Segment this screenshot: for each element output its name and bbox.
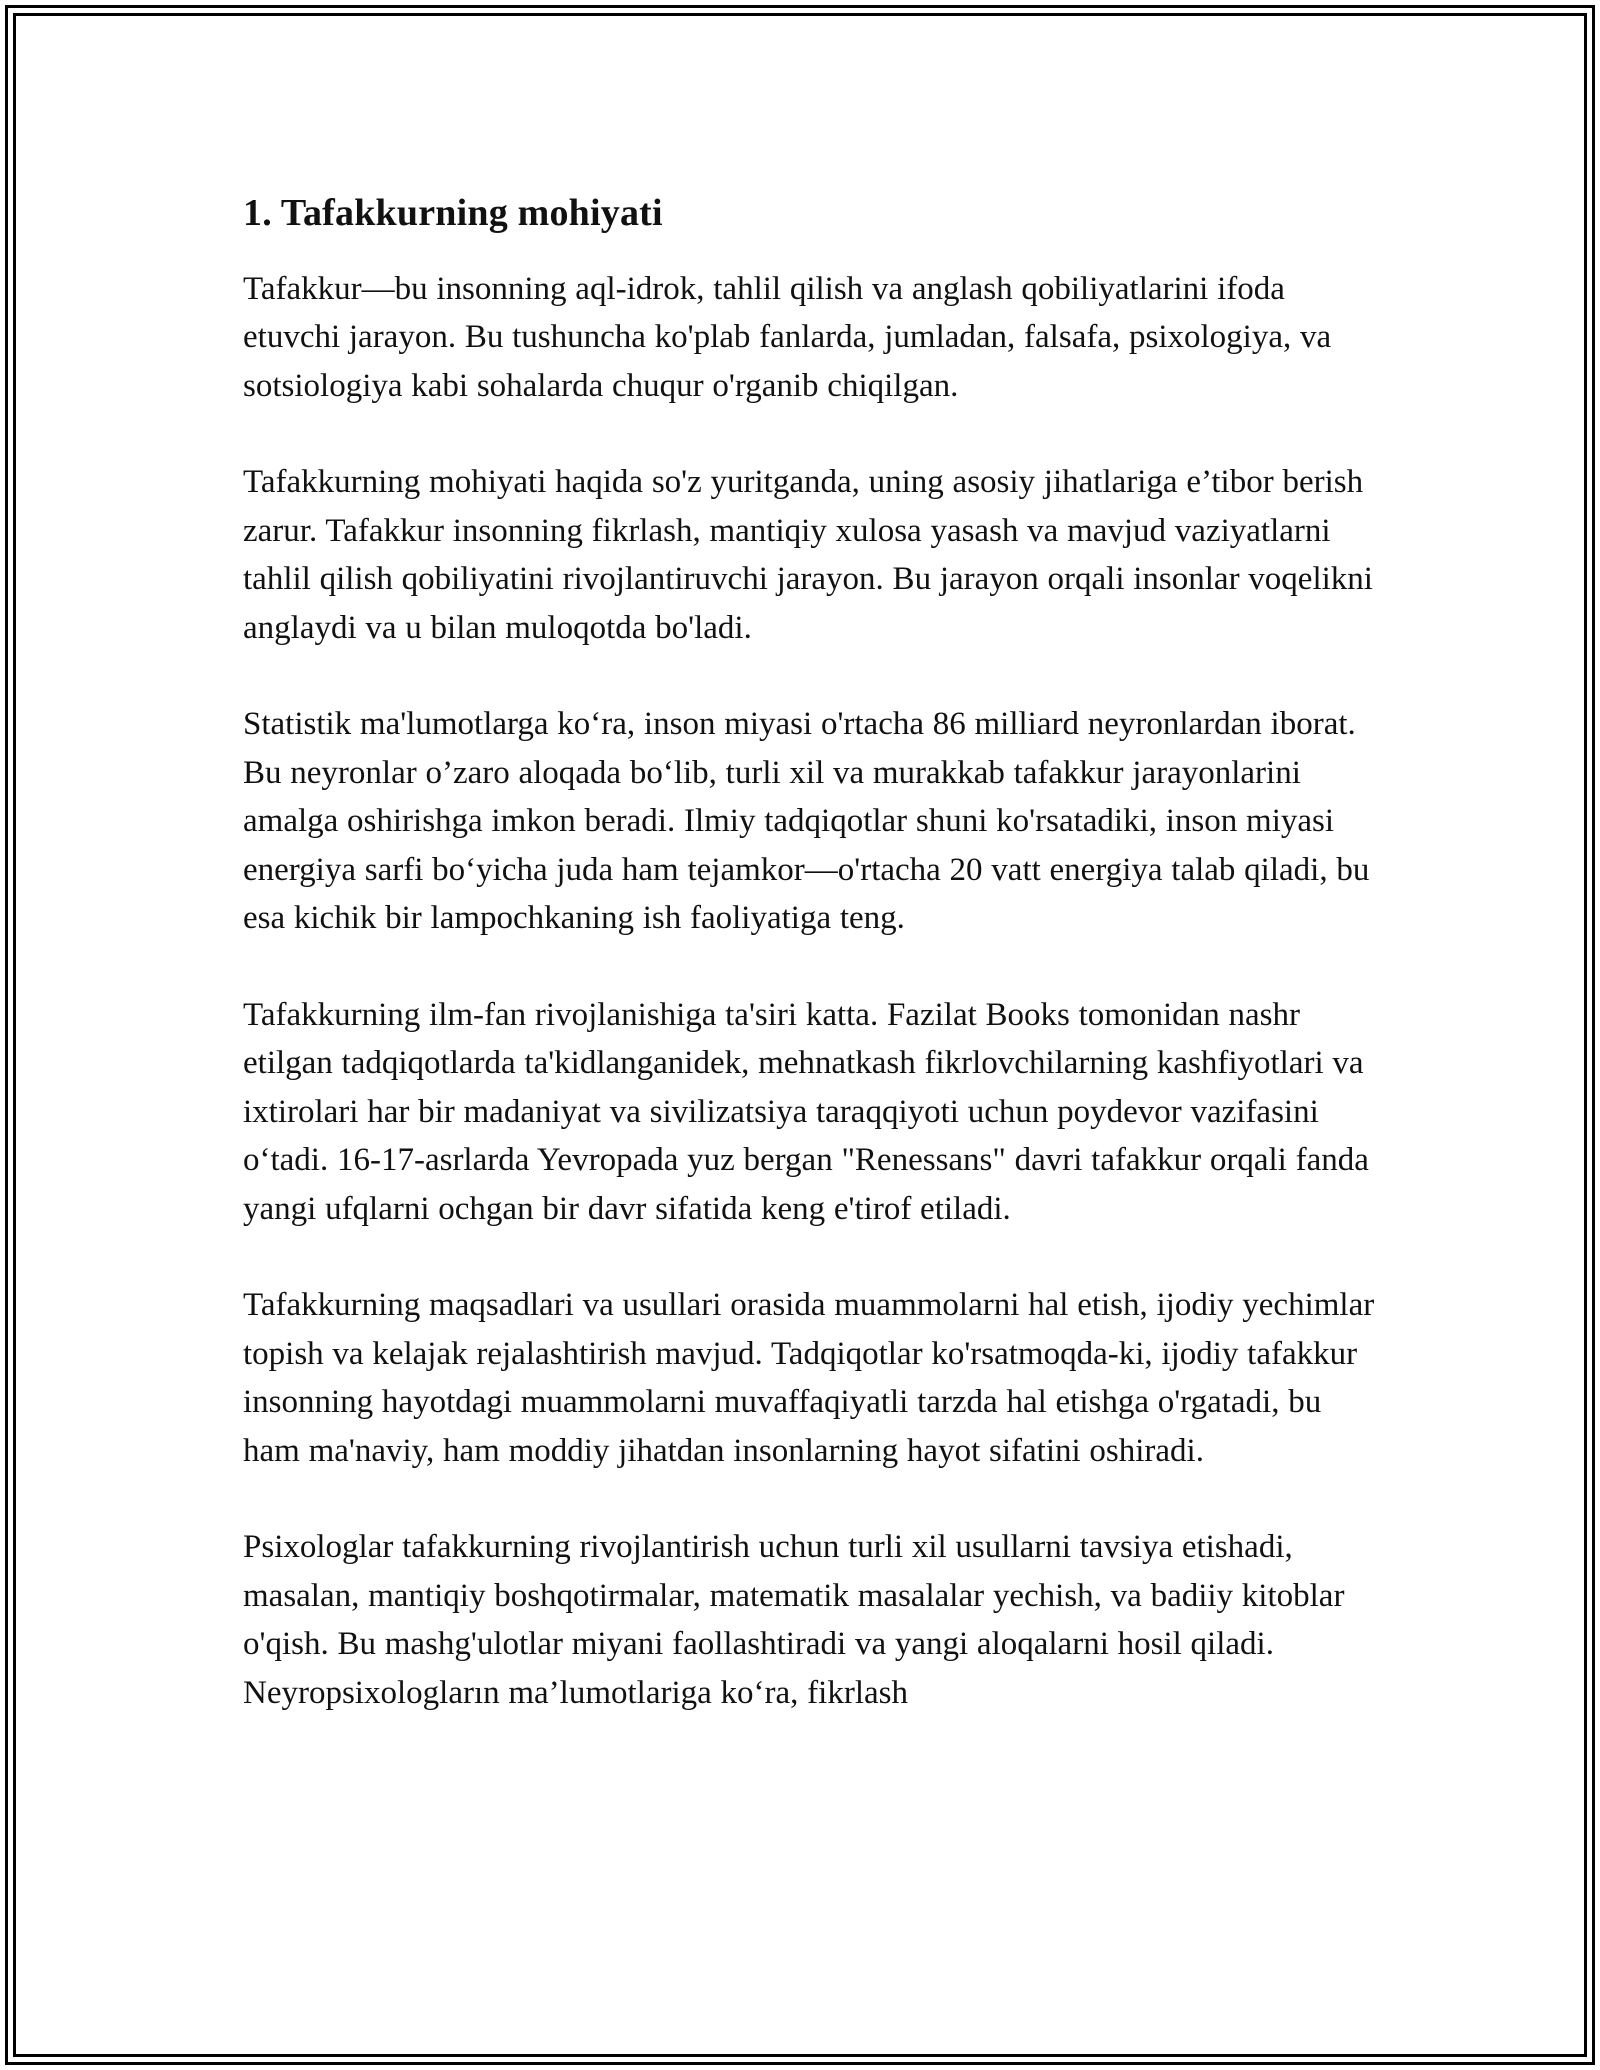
paragraph-2: Tafakkurning mohiyati haqida so'z yuritganda, uning asosiy jihatlariga e’tibor berish zarur. Tafakkur insonning fikrlash, mantiqiy xulosa yasash va mavjud vaziyatlarni tahlil qilish qobiliyatini rivojlantiruvchi jarayon. Bu jarayon orqali insonlar voqelikni anglaydi va u bilan muloqotda bo'ladi. bbox=[243, 464, 1373, 646]
paragraph-1: Tafakkur—bu insonning aql-idrok, tahlil qilish va anglash qobiliyatlarini ifoda etuvchi jarayon. Bu tushuncha ko'plab fanlarda, jumladan, falsafa, psixologiya, va sotsiologiya kabi sohalarda chuqur o'rganib chiqilgan. bbox=[243, 270, 1332, 404]
page-frame bbox=[5, 5, 1595, 2065]
paragraph-3: Statistik ma'lumotlarga ko‘ra, inson miyasi o'rtacha 86 milliard neyronlardan iborat. Bu neyronlar o’zaro aloqada bo‘lib, turli xil va murakkab tafakkur jarayonlarini amalga oshirishga imkon beradi. Ilmiy tadqiqotlar shuni ko'rsatadiki, inson miyasi energiya sarfi bo‘yicha juda ham tejamkor—o'rtacha 20 vatt energiya talab qiladi, bu esa kichik bir lampochkaning ish faoliyatiga teng. bbox=[243, 706, 1370, 937]
paragraph-5: Tafakkurning maqsadlari va usullari orasida muammolarni hal etish, ijodiy yechimlar topish va kelajak rejalashtirish mavjud. Tadqiqotlar ko'rsatmoqda-ki, ijodiy tafakkur insonning hayotdagi muammolarni muvaffaqiyatli tarzda hal etishga o'rgatadi, bu ham ma'naviy, ham moddiy jihatdan insonlarning hayot sifatini oshiradi. bbox=[243, 1287, 1375, 1469]
document-body bbox=[243, 191, 1383, 1765]
paragraph-4: Tafakkurning ilm-fan rivojlanishiga ta'siri katta. Fazilat Books tomonidan nashr etilgan tadqiqotlarda ta'kidlanganidek, mehnatkash fikrlovchilarning kashfiyotlari va ixtirolari har bir madaniyat va sivilizatsiya taraqqiyoti uchun poydevor vazifasini o‘tadi. 16-17-asrlarda Yevropada yuz bergan "Renessans" davri tafakkur orqali fanda yangi ufqlarni ochgan bir davr sifatida keng e'tirof etiladi. bbox=[243, 996, 1369, 1227]
paragraph-6: Psixologlar tafakkurning rivojlantirish uchun turli xil usullarni tavsiya etishadi, masalan, mantiqiy boshqotirmalar, matematik masalalar yechish, va badiiy kitoblar o'qish. Bu mashg'ulotlar miyani faollashtiradi va yangi aloqalarni hosil qiladi. Neyropsixologların ma’lumotlariga ko‘ra, fikrlash bbox=[243, 1529, 1345, 1711]
section-title: 1. Tafakkurning mohiyati bbox=[243, 192, 663, 234]
